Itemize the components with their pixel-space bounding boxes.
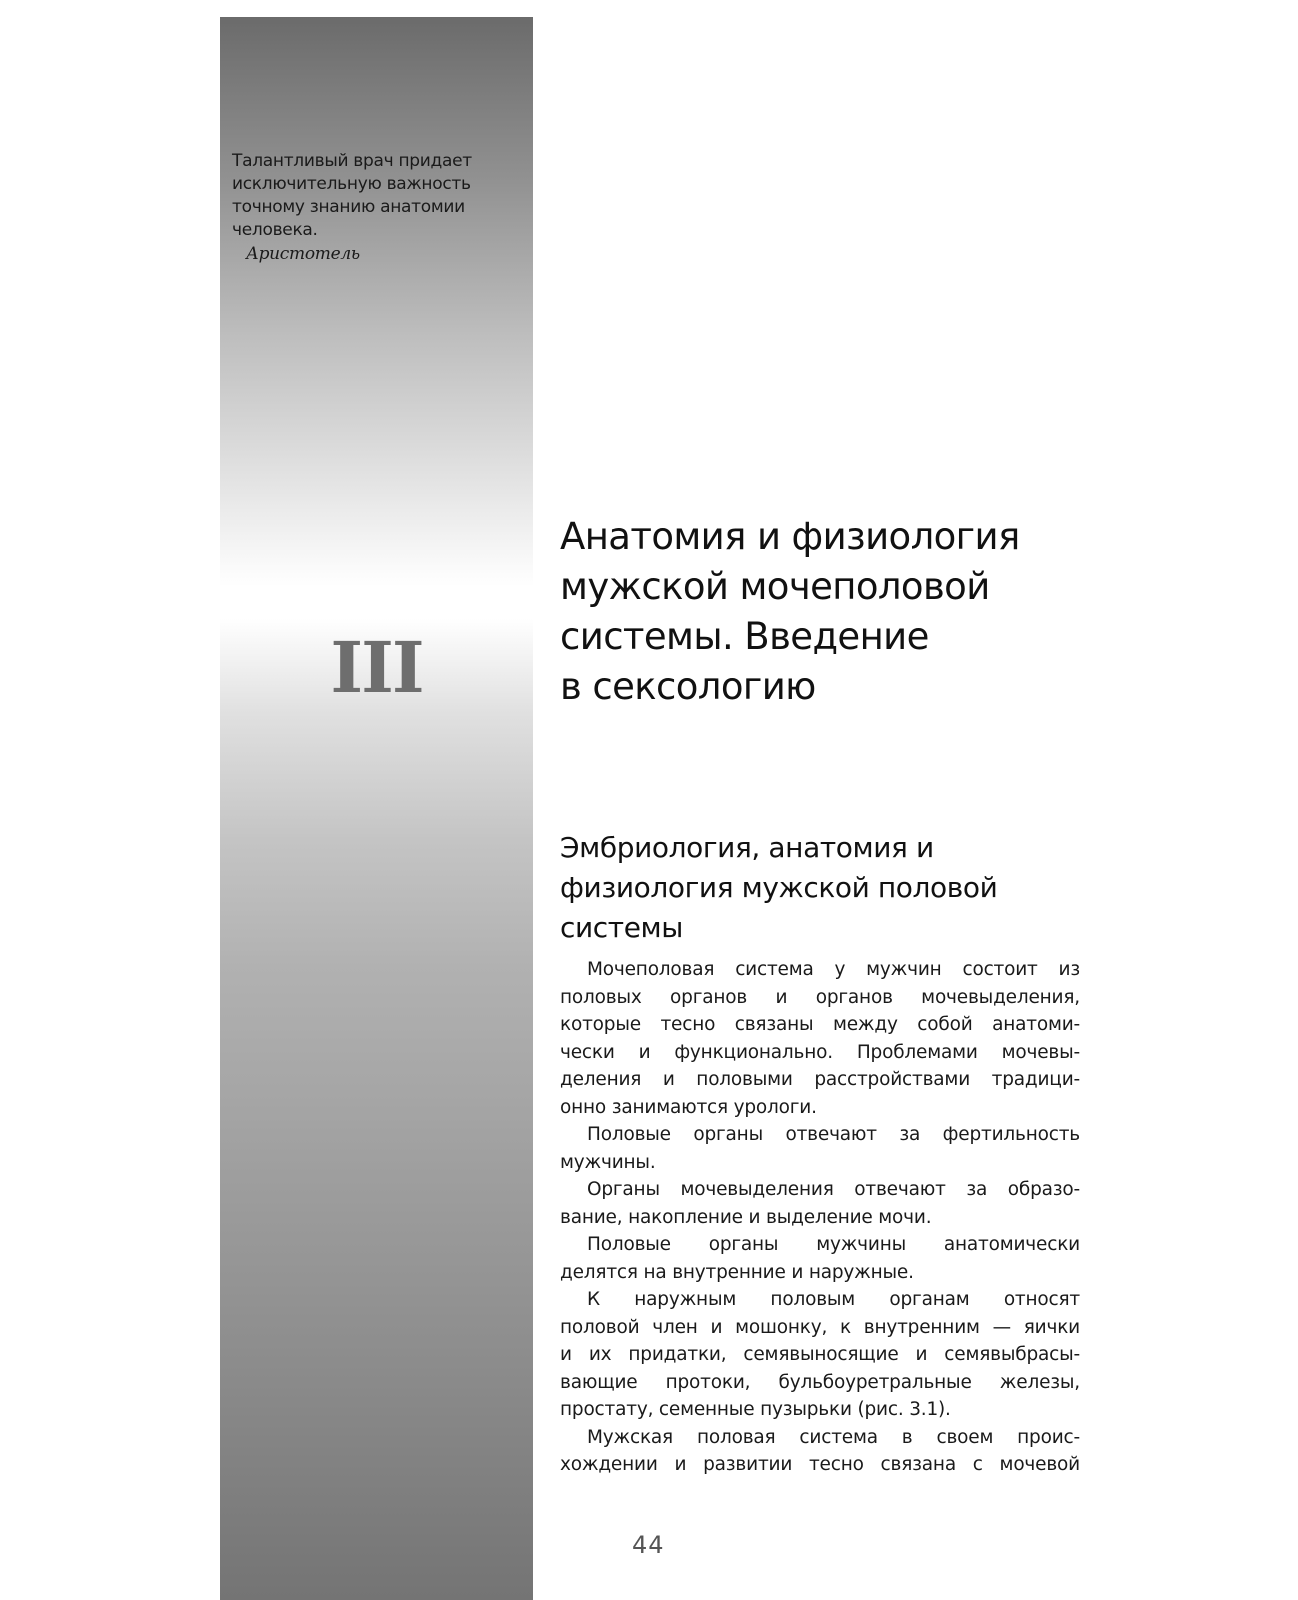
epigraph: [232, 150, 522, 266]
chapter-title-line: мужской мочеполовой: [560, 565, 990, 608]
body-line: К наружным половым органам относят: [587, 1289, 1080, 1310]
chapter-title-line: Анатомия и физиология: [560, 515, 1020, 558]
section-title-line: Эмбриология, анатомия и: [560, 831, 934, 864]
body-line: чески и функционально. Проблемами мочевы-: [560, 1041, 1080, 1063]
body-line: вающие протоки, бульбоуретральные железы,: [560, 1371, 1080, 1393]
epigraph-line: Талантливый врач придает: [232, 151, 472, 171]
body-line: Органы мочевыделения отвечают за образо-: [587, 1179, 1080, 1200]
body-line: половых органов и органов мочевыделения,: [560, 986, 1080, 1008]
body-line: Мужская половая система в своем проис-: [587, 1426, 1080, 1448]
section-title: [560, 828, 1120, 948]
chapter-number: III: [330, 626, 423, 709]
page-number: 44: [632, 1531, 665, 1559]
body-text: [560, 956, 1080, 1479]
body-line: Мочеполовая система у мужчин состоит из: [587, 959, 1080, 980]
section-title-line: физиология мужской половой: [560, 871, 998, 904]
body-line: Половые органы мужчины анатомически: [587, 1234, 1080, 1255]
body-line: онно занимаются урологи.: [560, 1096, 817, 1118]
chapter-title-line: в сексологию: [560, 665, 816, 708]
body-line: делятся на внутренние и наружные.: [560, 1261, 914, 1283]
epigraph-author: Аристотель: [246, 244, 360, 264]
body-line: и их придатки, семявыносящие и семявыбрасы-: [560, 1344, 1080, 1365]
body-line: хождении и развитии тесно связана с мочевой: [560, 1454, 1080, 1475]
epigraph-line: точному знанию анатомии: [232, 197, 465, 217]
body-line: мужчины.: [560, 1151, 656, 1173]
body-line: простату, семенные пузырьки (рис. 3.1).: [560, 1399, 951, 1420]
body-line: деления и половыми расстройствами традици-: [560, 1069, 1080, 1090]
chapter-title-line: системы. Введение: [560, 615, 929, 658]
section-title-line: системы: [560, 911, 683, 944]
chapter-title: [560, 512, 1120, 712]
body-line: Половые органы отвечают за фертильность: [587, 1124, 1080, 1145]
body-line: половой член и мошонку, к внутренним — яички: [560, 1316, 1080, 1338]
epigraph-line: человека.: [232, 220, 318, 240]
body-line: которые тесно связаны между собой анатоми-: [560, 1014, 1080, 1035]
body-line: вание, накопление и выделение мочи.: [560, 1206, 932, 1228]
epigraph-line: исключительную важность: [232, 174, 471, 194]
